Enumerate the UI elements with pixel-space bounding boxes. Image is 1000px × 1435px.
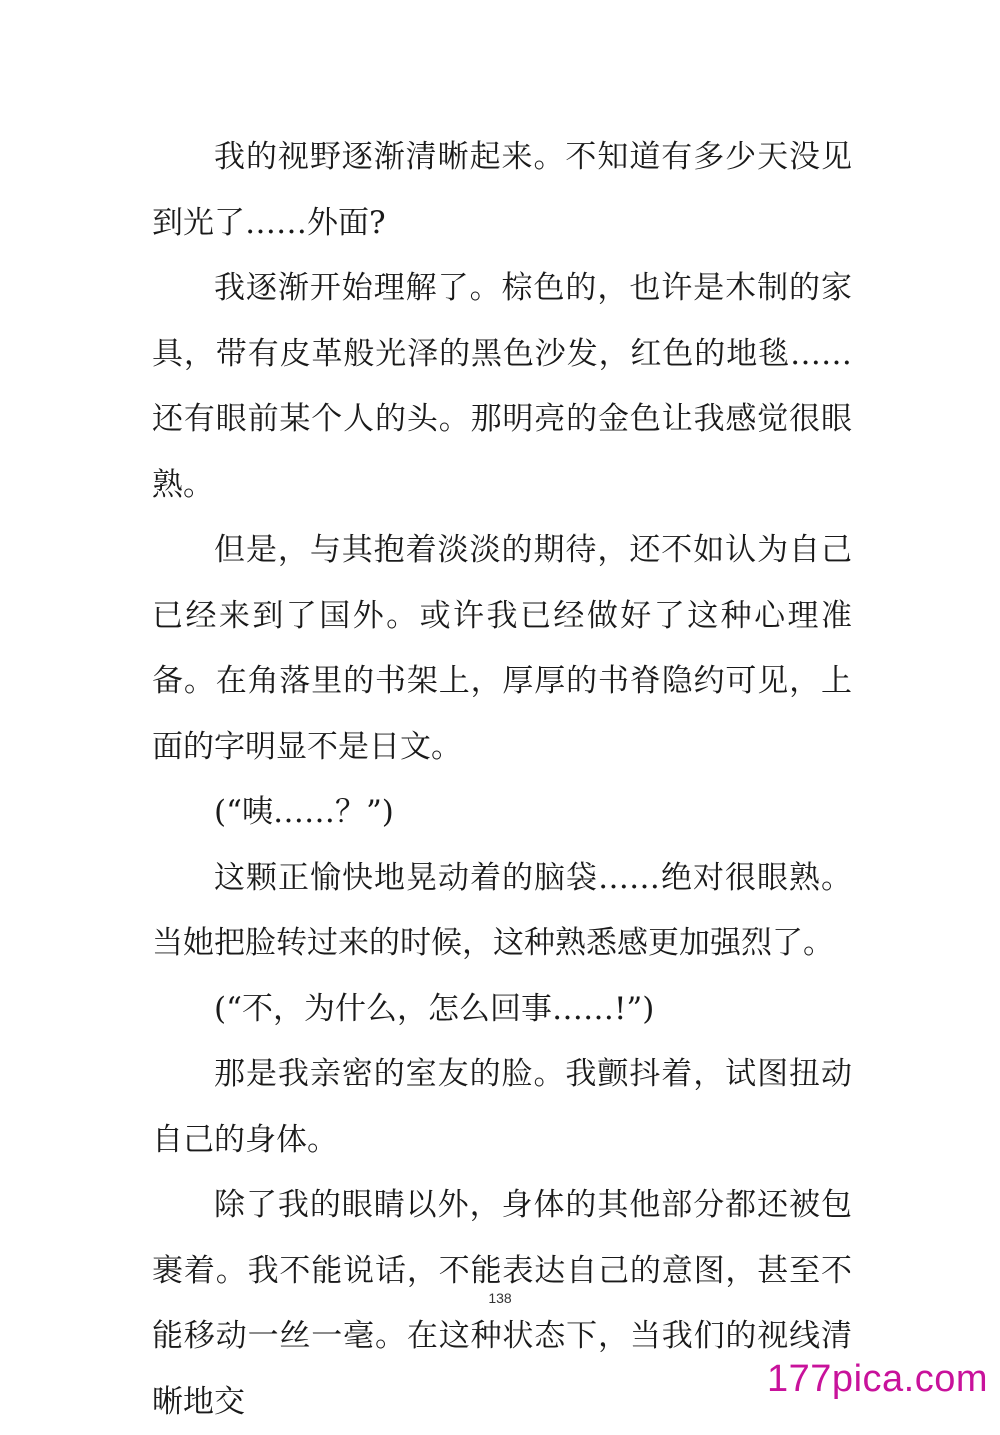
paragraph: 我逐渐开始理解了。棕色的，也许是木制的家具，带有皮革般光泽的黑色沙发，红色的地毯……还有眼前某个人的头。那明亮的金色让我感觉很眼熟。 xyxy=(152,270,852,503)
document-body xyxy=(152,125,852,1435)
paragraph: 除了我的眼睛以外，身体的其他部分都还被包裹着。我不能说话，不能表达自己的意图，甚至不能移动一丝一毫。在这种状态下，当我们的视线清晰地交 xyxy=(152,1187,852,1420)
paragraph: 我的视野逐渐清晰起来。不知道有多少天没见到光了……外面? xyxy=(152,139,852,241)
paragraph: 这颗正愉快地晃动着的脑袋……绝对很眼熟。当她把脸转过来的时候，这种熟悉感更加强烈了。 xyxy=(152,859,852,961)
page-number: 138 xyxy=(488,1290,512,1306)
paragraph: 但是，与其抱着淡淡的期待，还不如认为自己已经来到了国外。或许我已经做好了这种心理准备。在角落里的书架上，厚厚的书脊隐约可见，上面的字明显不是日文。 xyxy=(152,532,852,765)
dialog-line: (“咦……？”) xyxy=(214,794,394,830)
paragraph: 那是我亲密的室友的脸。我颤抖着，试图扭动自己的身体。 xyxy=(152,1056,852,1158)
watermark: 177pica.com xyxy=(767,1358,988,1400)
dialog-line: (“不，为什么，怎么回事……!”) xyxy=(214,990,655,1027)
